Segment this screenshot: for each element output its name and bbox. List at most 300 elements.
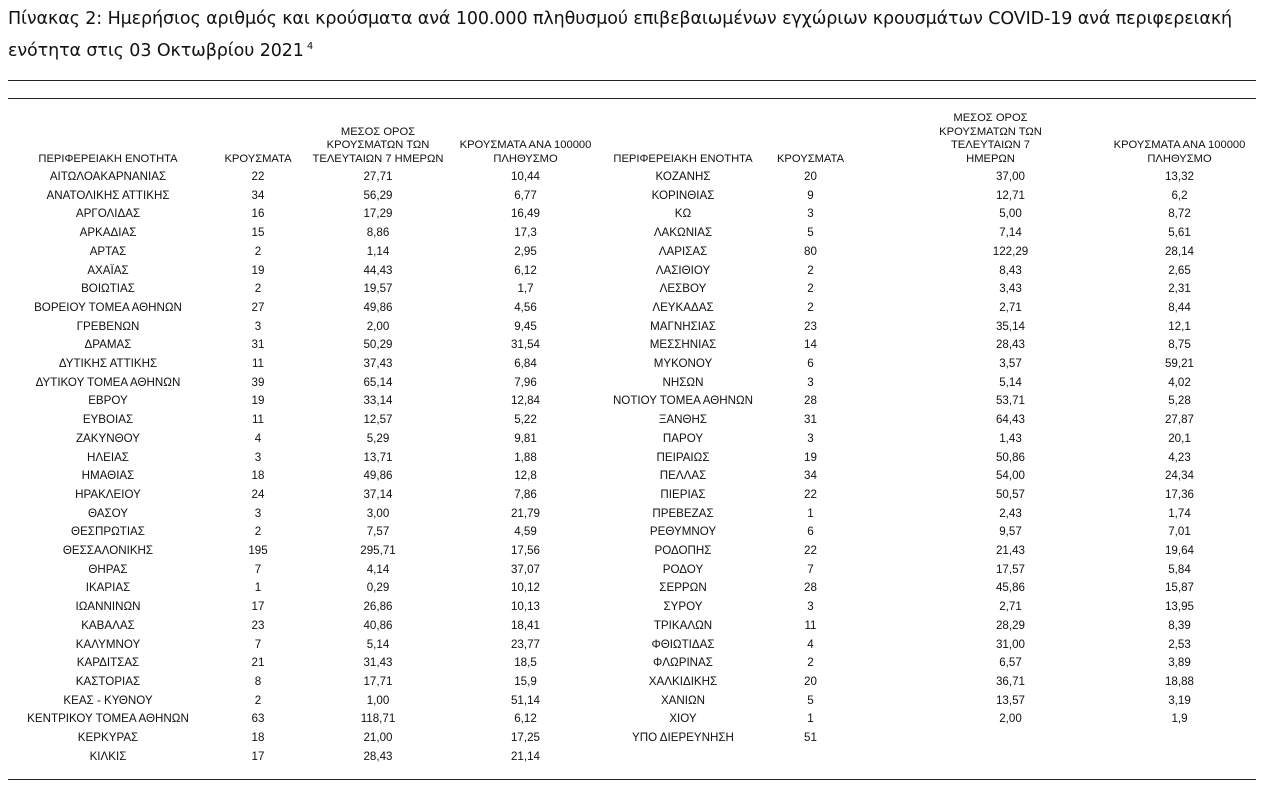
left-per100k-cell: 51,14 [510,693,540,707]
right-per100k-cell: 7,01 [1168,525,1191,539]
left-per100k-cell: 6,12 [514,712,537,726]
left-per100k-cell: 7,86 [514,487,537,501]
right-avg7-cell: 1,43 [999,431,1022,445]
table-row [8,673,1256,692]
left-per100k-cell: 9,81 [514,431,537,445]
left-avg7-cell: 49,86 [363,469,393,483]
right-cases-cell: 2 [807,282,814,296]
left-region-cell: ΙΚΑΡΙΑΣ [85,581,131,595]
right-avg7-cell: 2,71 [999,300,1022,314]
table-row [8,280,1256,299]
right-region-cell: ΡΟΔΟΥ [662,562,704,576]
left-per100k-cell: 6,12 [514,263,537,277]
right-per100k-cell: 2,53 [1168,637,1191,651]
right-region-cell: ΥΠΟ ΔΙΕΡΕΥΝΗΣΗ [632,731,734,745]
left-cases-cell: 22 [251,170,265,183]
left-cases-cell: 7 [254,637,262,651]
right-avg7-cell [858,748,1103,767]
right-avg7-cell: 21,43 [995,544,1025,558]
table-row [8,748,1256,767]
left-avg7-cell: 17,71 [363,674,393,688]
right-avg7-cell: 9,57 [999,525,1022,539]
left-cases-cell: 16 [251,207,265,221]
right-region-cell: ΜΥΚΟΝΟΥ [653,357,713,371]
table-row [8,430,1256,449]
right-avg7-cell: 12,71 [995,188,1025,202]
left-per100k-cell: 4,56 [514,300,537,314]
left-avg7-cell: 56,29 [363,188,393,202]
left-region-cell: ΚΕΑΣ - ΚΥΘΝΟΥ [63,693,153,707]
left-per100k-cell: 18,41 [510,618,540,632]
left-cases-cell: 1 [254,581,262,595]
right-cases-cell: 23 [804,319,817,333]
right-cases-cell: 4 [807,637,814,651]
right-region-cell: ΡΟΔΟΠΗΣ [654,544,712,558]
right-cases-cell: 2 [807,300,814,314]
right-per100k-cell: 17,36 [1164,487,1194,501]
left-region-cell: ΚΕΡΚΥΡΑΣ [77,731,139,745]
right-per100k-cell: 6,2 [1171,188,1188,202]
bottom-rule [8,779,1256,780]
table-row [8,224,1256,243]
table-row [8,449,1256,468]
left-region-cell: ΚΑΣΤΟΡΙΑΣ [75,674,141,688]
left-per100k-cell: 12,8 [514,469,537,483]
header-avg7-right: ΜΕΣΟΣ ΟΡΟΣ ΚΡΟΥΣΜΑΤΩΝ ΤΩΝ ΤΕΛΕΥΤΑΙΩΝ 7 ΗΜΕΡΩΝ [939,112,1042,165]
cases-table [8,112,1256,767]
right-region-cell: ΜΑΓΝΗΣΙΑΣ [650,319,716,333]
right-per100k-cell: 8,44 [1168,300,1191,314]
right-per100k-cell: 2,31 [1168,282,1191,296]
left-region-cell: ΕΥΒΟΙΑΣ [82,413,134,427]
right-avg7-cell [858,729,1103,748]
table-row [8,336,1256,355]
right-region-cell: ΛΑΣΙΘΙΟΥ [655,263,711,277]
left-cases-cell: 2 [254,244,262,258]
table-row [8,486,1256,505]
right-region-cell: ΣΕΡΡΩΝ [659,581,707,595]
right-per100k-cell: 8,72 [1168,207,1191,221]
left-cases-cell: 31 [251,338,265,352]
left-per100k-cell: 21,14 [510,749,540,763]
right-per100k-cell: 8,39 [1168,618,1191,632]
footnote-marker: 4 [306,41,314,52]
left-cases-cell: 11 [251,413,265,427]
right-avg7-cell: 2,71 [999,600,1022,614]
left-region-cell: ΘΗΡΑΣ [88,562,128,576]
right-avg7-cell: 13,57 [995,693,1025,707]
right-per100k-cell [1103,748,1256,767]
right-avg7-cell: 36,71 [995,674,1025,688]
left-per100k-cell: 23,77 [510,637,540,651]
right-per100k-cell: 3,89 [1168,656,1191,670]
right-region-cell: ΞΑΝΘΗΣ [658,413,708,427]
right-cases-cell: 5 [807,693,814,707]
left-per100k-cell: 10,13 [510,600,540,614]
right-region-cell: ΛΑΡΙΣΑΣ [658,244,708,258]
left-avg7-cell: 33,14 [363,394,393,408]
caption-text: Πίνακας 2: Ημερήσιος αριθμός και κρούσματα ανά 100.000 πληθυσμού επιβεβαιωμένων εγχώριων κρουσμάτων COVID-19 ανά περιφερειακή ενότητα στις 03 Οκτωβρίου 2021 [8,9,1233,61]
right-per100k-cell: 1,9 [1171,712,1188,726]
right-cases-cell: 2 [807,656,814,670]
left-region-cell: ΑΡΓΟΛΙΔΑΣ [75,207,141,221]
right-region-cell: ΚΟΡΙΝΘΙΑΣ [651,188,715,202]
right-cases-cell: 3 [807,600,814,614]
right-cases-cell: 20 [804,674,817,688]
left-region-cell: ΑΡΚΑΔΙΑΣ [79,226,137,240]
right-cases-cell: 51 [804,731,817,745]
left-region-cell: ΗΜΑΘΙΑΣ [81,469,135,483]
right-cases-cell: 3 [807,207,814,221]
left-region-cell: ΑΡΤΑΣ [89,244,127,258]
header-rule [8,98,1256,99]
right-region-cell [603,748,763,767]
left-per100k-cell: 31,54 [510,338,540,352]
left-region-cell: ΙΩΑΝΝΙΝΩΝ [75,600,141,614]
right-cases-cell: 80 [804,244,817,258]
right-per100k-cell: 15,87 [1164,581,1194,595]
left-region-cell: ΔΥΤΙΚΟΥ ΤΟΜΕΑ ΑΘΗΝΩΝ [35,375,181,389]
left-cases-cell: 24 [251,487,265,501]
left-avg7-cell: 7,57 [366,525,390,539]
right-cases-cell: 22 [804,487,817,501]
right-region-cell: ΛΕΣΒΟΥ [659,282,707,296]
left-per100k-cell: 6,77 [514,188,537,202]
table-row [8,318,1256,337]
left-region-cell: ΚΑΡΔΙΤΣΑΣ [76,656,140,670]
left-avg7-cell: 31,43 [363,656,393,670]
left-region-cell: ΘΑΣΟΥ [87,506,129,520]
left-region-cell: ΕΒΡΟΥ [88,394,128,408]
left-per100k-cell: 5,22 [514,413,537,427]
right-per100k-cell: 12,1 [1168,319,1191,333]
right-cases-cell: 22 [804,544,817,558]
left-per100k-cell: 17,25 [510,731,540,745]
right-cases-cell: 2 [807,263,814,277]
left-cases-cell: 63 [251,712,265,726]
right-per100k-cell: 28,14 [1164,244,1194,258]
left-region-cell: ΚΙΛΚΙΣ [89,749,127,763]
left-per100k-cell: 17,56 [510,544,540,558]
table-row [8,411,1256,430]
table-row [8,505,1256,524]
left-avg7-cell: 13,71 [363,450,393,464]
left-region-cell: ΚΑΒΑΛΑΣ [81,618,135,632]
right-avg7-cell: 53,71 [995,394,1025,408]
table-row [8,243,1256,262]
right-per100k-cell: 5,28 [1168,394,1191,408]
right-per100k-cell: 3,19 [1168,693,1191,707]
right-per100k-cell: 20,1 [1168,431,1191,445]
left-cases-cell: 3 [254,506,262,520]
left-cases-cell: 17 [251,749,265,763]
right-avg7-cell: 54,00 [995,469,1025,483]
table-row [8,692,1256,711]
table-row [8,561,1256,580]
right-per100k-cell: 13,32 [1164,170,1194,183]
left-region-cell: ΒΟΙΩΤΙΑΣ [81,282,135,296]
right-per100k-cell: 1,74 [1168,506,1191,520]
top-rule [8,80,1256,81]
table-row [8,542,1256,561]
right-per100k-cell [1103,729,1256,748]
table-row [8,636,1256,655]
left-cases-cell: 39 [251,375,265,389]
left-avg7-cell: 17,29 [363,207,393,221]
left-per100k-cell: 16,49 [510,207,540,221]
right-avg7-cell: 3,43 [999,282,1022,296]
left-avg7-cell: 27,71 [363,170,393,183]
right-region-cell: ΦΘΙΩΤΙΔΑΣ [651,637,715,651]
right-avg7-cell: 64,43 [995,413,1025,427]
right-per100k-cell: 27,87 [1164,413,1194,427]
right-per100k-cell: 18,88 [1164,674,1194,688]
right-region-cell: ΠΑΡΟΥ [662,431,704,445]
left-avg7-cell: 2,00 [366,319,390,333]
table-row [8,355,1256,374]
right-region-cell: ΠΕΛΛΑΣ [659,469,707,483]
table-row [8,205,1256,224]
right-region-cell: ΜΕΣΣΗΝΙΑΣ [649,338,717,352]
left-avg7-cell: 0,29 [366,581,390,595]
left-avg7-cell: 37,14 [363,487,393,501]
right-avg7-cell: 50,86 [995,450,1025,464]
left-cases-cell: 15 [251,226,265,240]
right-per100k-cell: 5,61 [1168,226,1191,240]
right-cases-cell: 7 [807,562,814,576]
left-cases-cell: 2 [254,525,262,539]
right-avg7-cell: 8,43 [999,263,1022,277]
right-region-cell: ΝΟΤΙΟΥ ΤΟΜΕΑ ΑΘΗΝΩΝ [612,394,754,408]
table-row [8,374,1256,393]
right-cases-cell: 1 [807,506,814,520]
right-cases-cell: 28 [804,581,817,595]
left-per100k-cell: 10,12 [510,581,540,595]
left-cases-cell: 23 [251,618,265,632]
left-per100k-cell: 2,95 [514,244,537,258]
left-region-cell: ΑΙΤΩΛΟΑΚΑΡΝΑΝΙΑΣ [49,170,167,183]
right-region-cell: ΚΟΖΑΝΗΣ [655,170,711,183]
left-region-cell: ΑΧΑΪΑΣ [87,263,129,277]
right-avg7-cell: 7,14 [999,226,1022,240]
left-region-cell: ΖΑΚΥΝΘΟΥ [75,431,141,445]
left-cases-cell: 19 [251,394,265,408]
right-region-cell: ΠΙΕΡΙΑΣ [660,487,706,501]
table-row [8,710,1256,729]
left-region-cell: ΒΟΡΕΙΟΥ ΤΟΜΕΑ ΑΘΗΝΩΝ [34,300,182,314]
left-avg7-cell: 28,43 [363,749,393,763]
left-avg7-cell: 44,43 [363,263,393,277]
right-cases-cell: 6 [807,525,814,539]
left-region-cell: ΗΛΕΙΑΣ [87,450,129,464]
left-avg7-cell: 49,86 [363,300,393,314]
right-per100k-cell: 13,95 [1164,600,1194,614]
left-avg7-cell: 295,71 [360,544,396,558]
right-avg7-cell: 5,00 [999,207,1022,221]
right-cases-cell: 3 [807,431,814,445]
left-per100k-cell: 37,07 [510,562,540,576]
left-cases-cell: 2 [254,693,262,707]
left-region-cell: ΔΥΤΙΚΗΣ ΑΤΤΙΚΗΣ [58,357,158,371]
right-cases-cell: 9 [807,188,814,202]
right-region-cell: ΠΕΙΡΑΙΩΣ [656,450,710,464]
table-row [8,392,1256,411]
header-region-left: ΠΕΡΙΦΕΡΕΙΑΚΗ ΕΝΟΤΗΤΑ [38,152,178,165]
right-per100k-cell: 59,21 [1164,357,1194,371]
left-avg7-cell: 12,57 [363,413,393,427]
left-avg7-cell: 5,29 [366,431,390,445]
left-cases-cell: 27 [251,300,265,314]
right-avg7-cell: 28,43 [995,338,1025,352]
left-per100k-cell: 7,96 [514,375,537,389]
right-region-cell: ΡΕΘΥΜΝΟΥ [649,525,717,539]
left-per100k-cell: 9,45 [514,319,537,333]
right-per100k-cell: 8,75 [1168,338,1191,352]
left-per100k-cell: 1,7 [517,282,534,296]
left-per100k-cell: 21,79 [510,506,540,520]
table-row [8,654,1256,673]
right-per100k-cell: 2,65 [1168,263,1191,277]
left-avg7-cell: 3,00 [366,506,390,520]
left-cases-cell: 7 [254,562,262,576]
right-per100k-cell: 4,23 [1168,450,1191,464]
right-cases-cell: 28 [804,394,817,408]
header-avg7-left: ΜΕΣΟΣ ΟΡΟΣ ΚΡΟΥΣΜΑΤΩΝ ΤΩΝ ΤΕΛΕΥΤΑΙΩΝ 7 ΗΜΕΡΩΝ [312,125,444,165]
left-region-cell: ΘΕΣΠΡΩΤΙΑΣ [71,525,145,539]
right-region-cell: ΧΙΟΥ [669,712,697,726]
left-per100k-cell: 4,59 [514,525,537,539]
table-row [8,467,1256,486]
header-cases-left: ΚΡΟΥΣΜΑΤΑ [224,152,292,165]
right-cases-cell: 34 [804,469,817,483]
table-row [8,299,1256,318]
right-cases-cell: 5 [807,226,814,240]
left-avg7-cell: 8,86 [366,226,390,240]
right-region-cell: ΝΗΣΩΝ [662,375,704,389]
right-per100k-cell: 4,02 [1168,375,1191,389]
left-per100k-cell: 15,9 [514,674,537,688]
right-cases-cell: 19 [804,450,817,464]
right-avg7-cell: 3,57 [999,357,1022,371]
right-avg7-cell: 45,86 [995,581,1025,595]
left-region-cell: ΗΡΑΚΛΕΙΟΥ [75,487,141,501]
left-per100k-cell: 12,84 [510,394,540,408]
left-avg7-cell: 19,57 [363,282,393,296]
left-avg7-cell: 118,71 [360,712,396,726]
left-cases-cell: 18 [251,731,265,745]
left-avg7-cell: 1,14 [366,244,390,258]
table-row [8,187,1256,206]
right-avg7-cell: 50,57 [995,487,1025,501]
header-region-right: ΠΕΡΙΦΕΡΕΙΑΚΗ ΕΝΟΤΗΤΑ [613,152,753,165]
right-region-cell: ΣΥΡΟΥ [663,600,703,614]
left-cases-cell: 17 [251,600,265,614]
left-avg7-cell: 1,00 [366,693,390,707]
left-avg7-cell: 26,86 [363,600,393,614]
table-row [8,579,1256,598]
table-row [8,617,1256,636]
right-cases-cell: 20 [804,170,817,183]
left-region-cell: ΑΝΑΤΟΛΙΚΗΣ ΑΤΤΙΚΗΣ [46,188,170,202]
left-per100k-cell: 6,84 [514,357,537,371]
left-cases-cell: 2 [254,282,262,296]
right-per100k-cell: 24,34 [1164,469,1194,483]
right-region-cell: ΚΩ [674,207,692,221]
right-avg7-cell: 37,00 [995,170,1025,183]
left-avg7-cell: 50,29 [363,338,393,352]
left-per100k-cell: 17,3 [514,226,537,240]
left-per100k-cell: 10,44 [510,170,540,183]
header-cases-right: ΚΡΟΥΣΜΑΤΑ [776,152,845,165]
right-region-cell: ΧΑΛΚΙΔΙΚΗΣ [648,674,718,688]
left-per100k-cell: 1,88 [514,450,537,464]
left-cases-cell: 34 [251,188,265,202]
right-avg7-cell: 2,43 [999,506,1022,520]
right-avg7-cell: 122,29 [992,244,1029,258]
right-region-cell: ΠΡΕΒΕΖΑΣ [652,506,714,520]
right-per100k-cell: 5,84 [1168,562,1191,576]
header-row [8,112,1256,168]
left-region-cell: ΘΕΣΣΑΛΟΝΙΚΗΣ [62,544,154,558]
table-row [8,598,1256,617]
left-cases-cell: 21 [251,656,265,670]
left-cases-cell: 195 [248,544,268,558]
left-region-cell: ΓΡΕΒΕΝΩΝ [76,319,140,333]
right-cases-cell: 14 [804,338,817,352]
table-row [8,168,1256,187]
left-avg7-cell: 5,14 [366,637,390,651]
left-cases-cell: 19 [251,263,265,277]
right-avg7-cell: 17,57 [995,562,1025,576]
right-cases-cell [763,748,858,767]
right-avg7-cell: 35,14 [995,319,1025,333]
table-caption [8,6,1260,65]
left-cases-cell: 18 [251,469,265,483]
left-per100k-cell: 18,5 [514,656,537,670]
right-region-cell: ΦΛΩΡΙΝΑΣ [653,656,713,670]
table-row [8,523,1256,542]
left-cases-cell: 11 [251,357,265,371]
right-avg7-cell: 28,29 [995,618,1025,632]
header-per100k-right: ΚΡΟΥΣΜΑΤΑ ΑΝΑ 100000 ΠΛΗΘΥΣΜΟ [1113,139,1246,165]
left-avg7-cell: 65,14 [363,375,393,389]
left-avg7-cell: 40,86 [363,618,393,632]
left-cases-cell: 8 [254,674,262,688]
left-region-cell: ΚΕΝΤΡΙΚΟΥ ΤΟΜΕΑ ΑΘΗΝΩΝ [27,712,189,726]
right-region-cell: ΧΑΝΙΩΝ [660,693,706,707]
right-region-cell: ΛΑΚΩΝΙΑΣ [653,226,713,240]
right-avg7-cell: 5,14 [999,375,1022,389]
left-cases-cell: 4 [254,431,262,445]
left-region-cell: ΚΑΛΥΜΝΟΥ [75,637,141,651]
right-cases-cell: 11 [804,618,817,632]
right-avg7-cell: 6,57 [999,656,1022,670]
left-avg7-cell: 37,43 [363,357,393,371]
right-avg7-cell: 31,00 [995,637,1025,651]
header-per100k-left: ΚΡΟΥΣΜΑΤΑ ΑΝΑ 100000 ΠΛΗΘΥΣΜΟ [459,139,592,165]
right-avg7-cell: 2,00 [999,712,1022,726]
table-row [8,262,1256,281]
right-cases-cell: 6 [807,357,814,371]
right-region-cell: ΤΡΙΚΑΛΩΝ [653,618,713,632]
table-row [8,729,1256,748]
left-cases-cell: 3 [254,319,262,333]
left-region-cell: ΔΡΑΜΑΣ [84,338,132,352]
right-region-cell: ΛΕΥΚΑΔΑΣ [652,300,714,314]
left-avg7-cell: 21,00 [363,731,393,745]
right-cases-cell: 1 [807,712,814,726]
right-cases-cell: 31 [804,413,817,427]
